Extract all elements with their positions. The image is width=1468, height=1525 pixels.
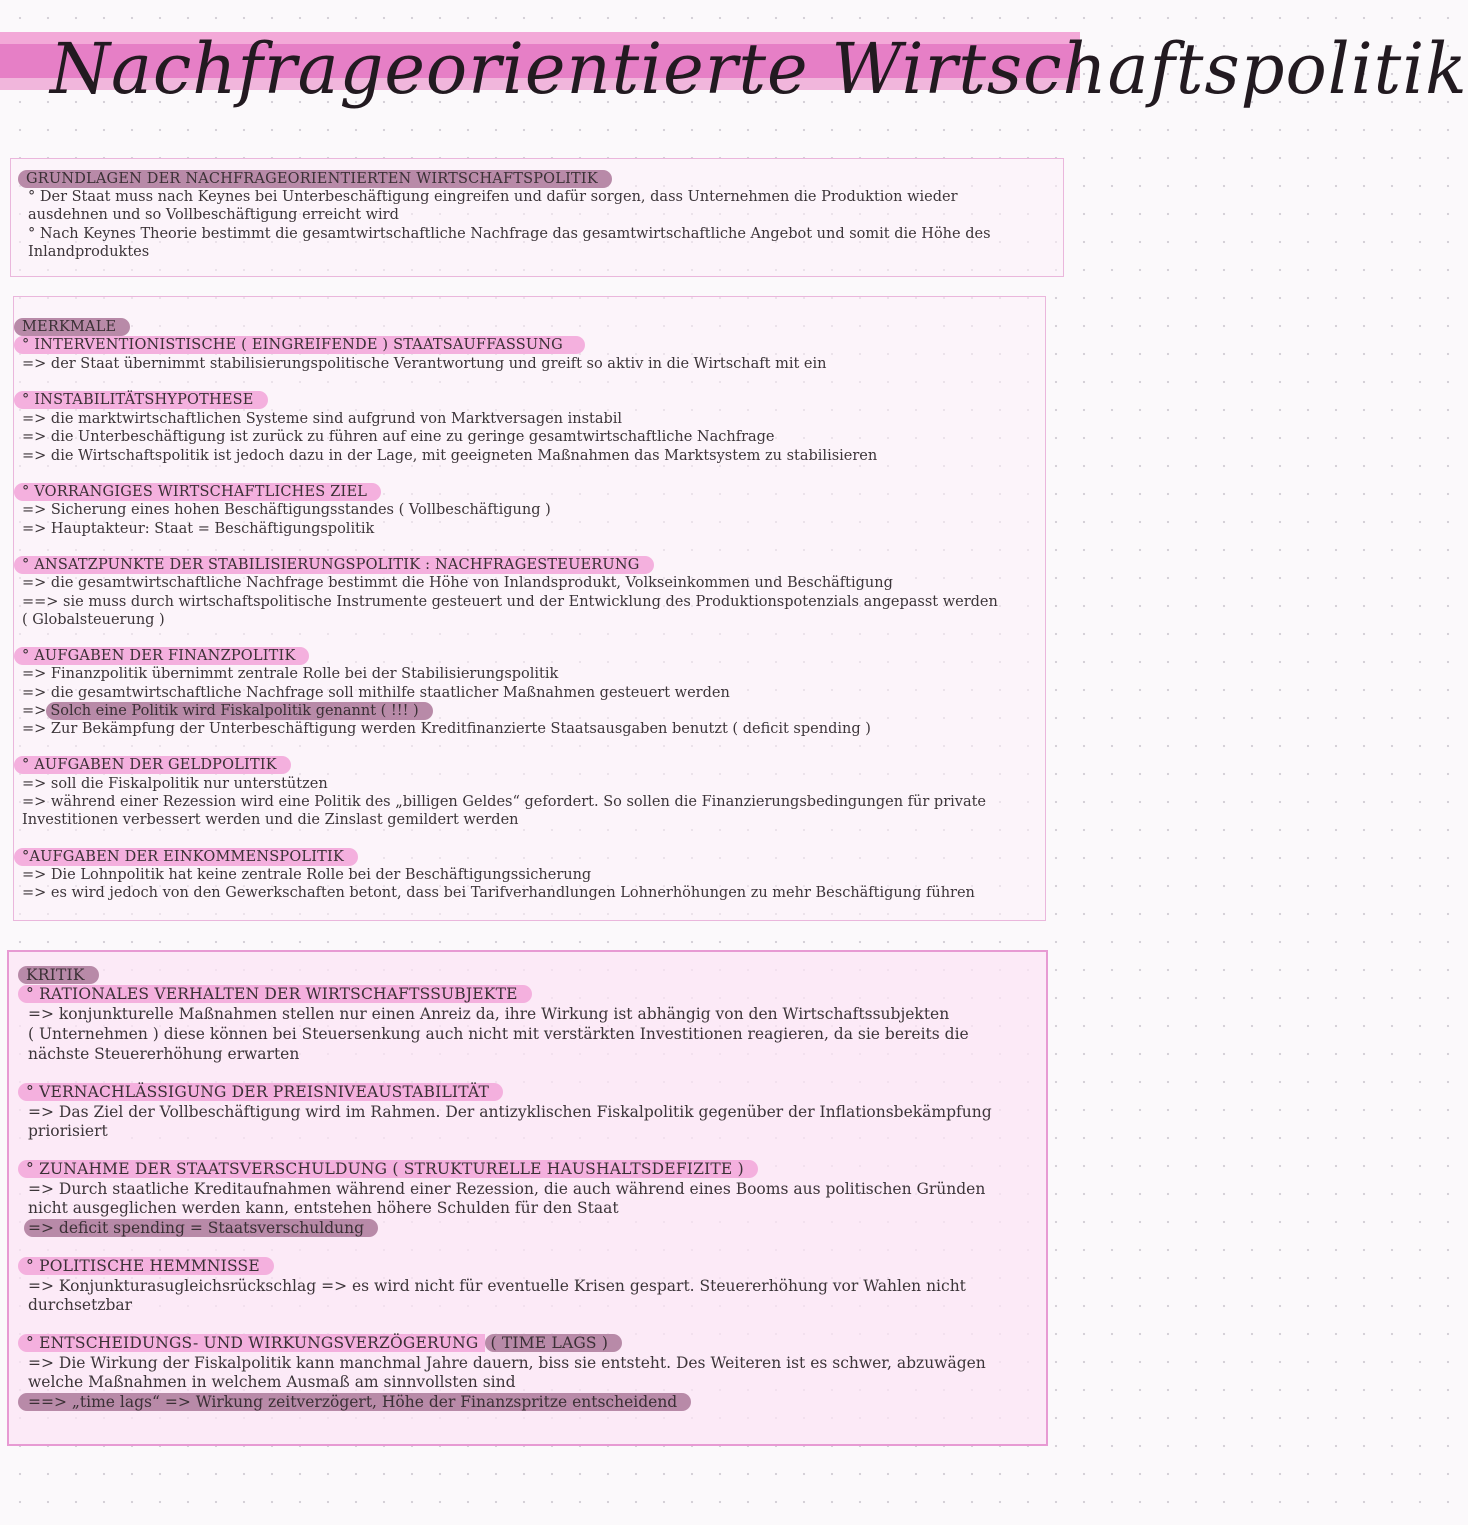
- merkmale-line: ( Globalsteuerung ): [22, 612, 165, 628]
- kritik-line: priorisiert: [28, 1122, 108, 1140]
- merkmale-line: ==> sie muss durch wirtschaftspolitische Instrumente gesteuert und der Entwicklung des Produktionspotenzials angepasst werden: [22, 594, 998, 610]
- kritik-subheading: ° ZUNAHME DER STAATSVERSCHULDUNG ( STRUKTURELLE HAUSHALTSDEFIZITE ): [18, 1160, 758, 1178]
- grundlagen-line: ° Nach Keynes Theorie bestimmt die gesamtwirtschaftliche Nachfrage das gesamtwirtschaftliche Angebot und somit die Höhe des: [28, 226, 991, 242]
- merkmale-line: Investitionen verbessert werden und die Zinslast gemildert werden: [22, 812, 519, 828]
- kritik-line: => Die Wirkung der Fiskalpolitik kann manchmal Jahre dauern, biss sie entsteht. Des Weiteren ist es schwer, abzuwägen: [28, 1354, 986, 1372]
- merkmale-subheading: ° VORRANGIGES WIRTSCHAFTLICHES ZIEL: [14, 483, 381, 501]
- merkmale-line: => die marktwirtschaftlichen Systeme sind aufgrund von Marktversagen instabil: [22, 411, 623, 427]
- deficit-spending-highlight: => deficit spending = Staatsverschuldung: [24, 1219, 378, 1237]
- merkmale-subheading: ° ANSATZPUNKTE DER STABILISIERUNGSPOLITIK : NACHFRAGESTEUERUNG: [14, 556, 654, 574]
- kritik-line: ( Unternehmen ) diese können bei Steuersenkung auch nicht mit verstärkten Investitionen reagieren, da sie bereits die: [28, 1025, 969, 1043]
- merkmale-line: => soll die Fiskalpolitik nur unterstützen: [22, 776, 328, 792]
- kritik-line: durchsetzbar: [28, 1296, 133, 1314]
- fiskalpolitik-highlight: => Solch eine Politik wird Fiskalpolitik genannt ( !!! ): [22, 702, 433, 720]
- merkmale-line: => Sicherung eines hohen Beschäftigungsstandes ( Vollbeschäftigung ): [22, 502, 551, 518]
- merkmale-line: => die Unterbeschäftigung ist zurück zu führen auf eine zu geringe gesamtwirtschaftliche Nachfrage: [22, 429, 775, 445]
- merkmale-subheading: ° AUFGABEN DER GELDPOLITIK: [14, 756, 291, 774]
- merkmale-line: => die Wirtschaftspolitik ist jedoch dazu in der Lage, mit geeigneten Maßnahmen das Marktsystem zu stabilisieren: [22, 448, 878, 464]
- merkmale-line: => während einer Rezession wird eine Politik des „billigen Geldes“ gefordert. So sollen die Finanzierungsbedingungen für private: [22, 794, 987, 810]
- merkmale-line: => es wird jedoch von den Gewerkschaften betont, dass bei Tarifverhandlungen Lohnerhöhungen zu mehr Beschäftigung führen: [22, 885, 975, 901]
- grundlagen-line: ° Der Staat muss nach Keynes bei Unterbeschäftigung eingreifen und dafür sorgen, dass Unternehmen die Produktion wieder: [28, 189, 958, 205]
- kritik-subheading: ° RATIONALES VERHALTEN DER WIRTSCHAFTSSUBJEKTE: [18, 985, 532, 1003]
- kritik-line: nicht ausgeglichen werden kann, entstehen höhere Schulden für den Staat: [28, 1199, 619, 1217]
- merkmale-subheading: ° INSTABILITÄTSHYPOTHESE: [14, 391, 268, 409]
- kritik-subheading: ° VERNACHLÄSSIGUNG DER PREISNIVEAUSTABILITÄT: [18, 1083, 503, 1101]
- merkmale-subheading: ° INTERVENTIONISTISCHE ( EINGREIFENDE ) STAATSAUFFASSUNG: [14, 336, 585, 354]
- merkmale-line: => Zur Bekämpfung der Unterbeschäftigung werden Kreditfinanzierte Staatsausgaben benutzt ( deficit spending ): [22, 721, 871, 737]
- kritik-line: => konjunkturelle Maßnahmen stellen nur einen Anreiz da, ihre Wirkung ist abhängig von den Wirtschaftssubjekten: [28, 1005, 950, 1023]
- merkmale-line: => Finanzpolitik übernimmt zentrale Rolle bei der Stabilisierungspolitik: [22, 666, 559, 682]
- grundlagen-heading: GRUNDLAGEN DER NACHFRAGEORIENTIERTEN WIRTSCHAFTSPOLITIK: [18, 170, 612, 188]
- merkmale-line: => die gesamtwirtschaftliche Nachfrage soll mithilfe staatlicher Maßnahmen gesteuert werden: [22, 685, 730, 701]
- merkmale-line: => der Staat übernimmt stabilisierungspolitische Verantwortung und greift so aktiv in die Wirtschaft mit ein: [22, 356, 827, 372]
- merkmale-line: => Die Lohnpolitik hat keine zentrale Rolle bei der Beschäftigungssicherung: [22, 867, 592, 883]
- grundlagen-line: ausdehnen und so Vollbeschäftigung erreicht wird: [28, 207, 399, 223]
- page-title: Nachfrageorientierte Wirtschaftspolitik: [50, 28, 1468, 110]
- merkmale-subheading: °AUFGABEN DER EINKOMMENSPOLITIK: [14, 848, 358, 866]
- kritik-subheading: ° ENTSCHEIDUNGS- UND WIRKUNGSVERZÖGERUNG ( TIME LAGS ): [18, 1334, 622, 1352]
- grundlagen-line: Inlandproduktes: [28, 244, 150, 260]
- kritik-heading: KRITIK: [18, 966, 99, 984]
- kritik-line: welche Maßnahmen in welchem Ausmaß am sinnvollsten sind: [28, 1373, 516, 1391]
- merkmale-heading: MERKMALE: [14, 318, 130, 336]
- kritik-line: => Das Ziel der Vollbeschäftigung wird im Rahmen. Der antizyklischen Fiskalpolitik gegenüber der Inflationsbekämpfung: [28, 1103, 992, 1121]
- merkmale-subheading: ° AUFGABEN DER FINANZPOLITIK: [14, 647, 309, 665]
- kritik-line: => Konjunkturasugleichsrückschlag => es wird nicht für eventuelle Krisen gespart. Steuererhöhung vor Wahlen nicht: [28, 1277, 966, 1295]
- time-lags-highlight: ==> „time lags“ => Wirkung zeitverzögert, Höhe der Finanzspritze entscheidend: [18, 1393, 691, 1411]
- kritik-line: nächste Steuererhöhung erwarten: [28, 1045, 300, 1063]
- merkmale-line: => Hauptakteur: Staat = Beschäftigungspolitik: [22, 521, 375, 537]
- merkmale-line: => die gesamtwirtschaftliche Nachfrage bestimmt die Höhe von Inlandsprodukt, Volkseinkommen und Beschäftigung: [22, 575, 893, 591]
- kritik-line: => Durch staatliche Kreditaufnahmen während einer Rezession, die auch während eines Booms aus politischen Gründen: [28, 1180, 986, 1198]
- kritik-subheading: ° POLITISCHE HEMMNISSE: [18, 1257, 274, 1275]
